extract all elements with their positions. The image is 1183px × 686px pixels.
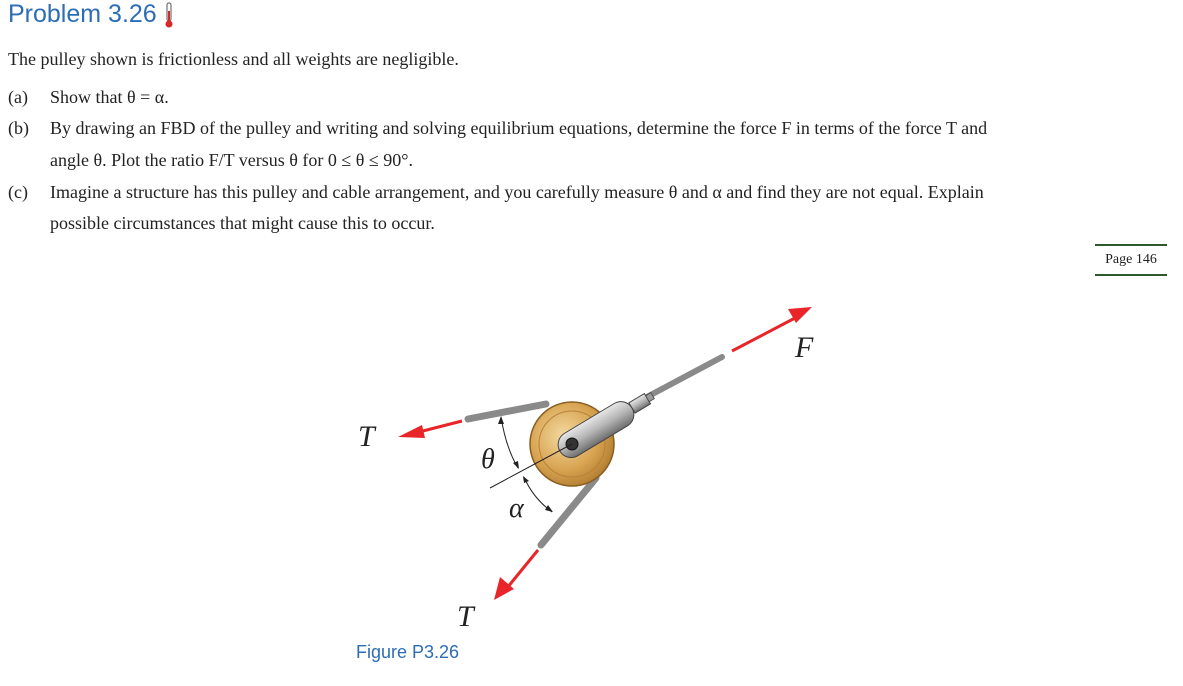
part-a-text: Show that θ = α. bbox=[50, 87, 169, 107]
arrow-T-left bbox=[398, 421, 462, 438]
label-F: F bbox=[795, 331, 814, 364]
part-a-label: (a) bbox=[8, 87, 28, 107]
dim-arrowhead bbox=[523, 476, 529, 483]
label-T-left: T bbox=[358, 420, 375, 453]
page-marker: Page 146 bbox=[1095, 244, 1167, 276]
part-c-label: (c) bbox=[8, 182, 28, 202]
label-alpha: α bbox=[509, 493, 524, 524]
part-c-text-line2: possible circumstances that might cause this to occur. bbox=[50, 213, 435, 233]
part-c-text-line1: Imagine a structure has this pulley and cable arrangement, and you carefully measure θ and α and find they are not equal. Explain bbox=[50, 182, 984, 202]
dim-arrowhead bbox=[545, 505, 553, 512]
part-b-text-line1: By drawing an FBD of the pulley and writing and solving equilibrium equations, determine the force F in terms of the force T and bbox=[50, 118, 988, 138]
figure-caption: Figure P3.26 bbox=[356, 642, 460, 662]
label-T-bottom: T bbox=[457, 600, 474, 633]
dim-arrowhead bbox=[513, 461, 519, 469]
dim-arrowhead bbox=[498, 416, 504, 424]
problem-title-text: Problem 3.26 bbox=[8, 0, 157, 28]
arrow-T-bottom bbox=[494, 550, 538, 600]
part-b-label: (b) bbox=[8, 118, 29, 138]
theta-arc bbox=[501, 417, 518, 468]
intro-text: The pulley shown is frictionless and all weights are negligible. bbox=[8, 49, 459, 69]
part-b-text-line2: angle θ. Plot the ratio F/T versus θ for 0 ≤ θ ≤ 90°. bbox=[50, 150, 413, 170]
label-theta: θ bbox=[481, 444, 495, 475]
cable-bottom bbox=[541, 478, 596, 545]
cable-right bbox=[645, 357, 722, 398]
cable-left bbox=[468, 404, 546, 419]
